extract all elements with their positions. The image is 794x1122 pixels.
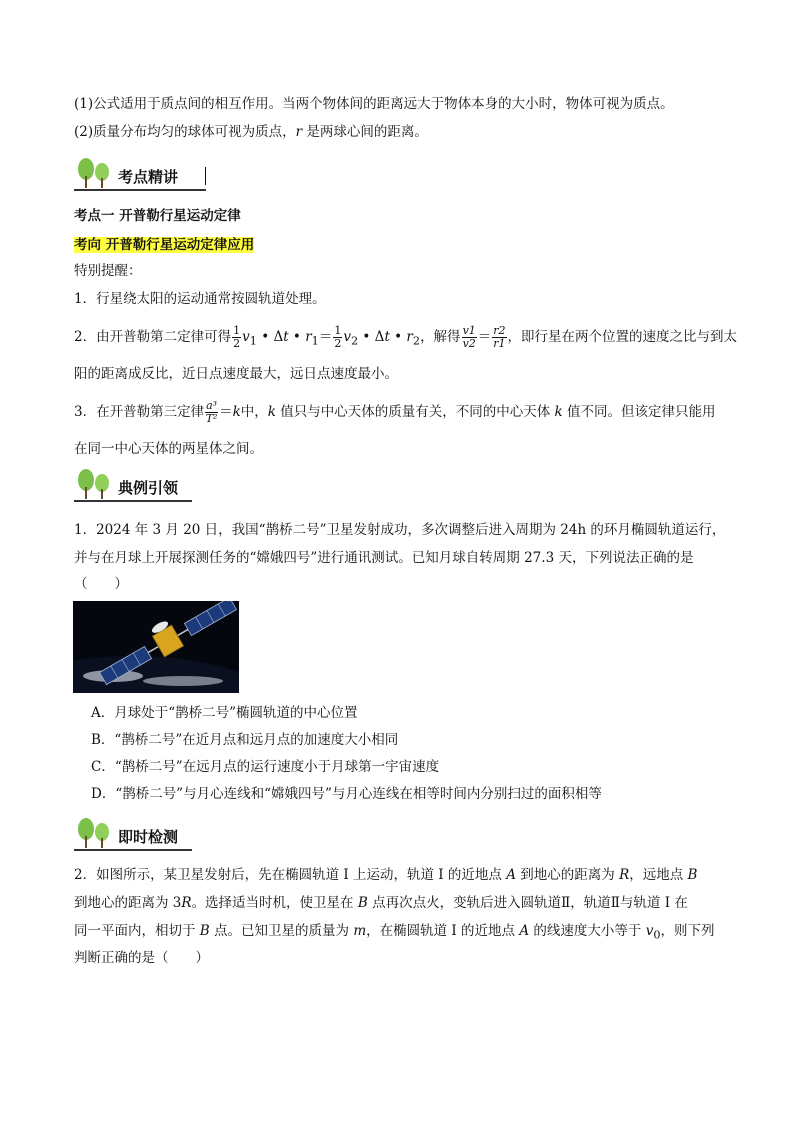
section-title: 典例引领 [118, 479, 179, 497]
text: ，在椭圆轨道 Ⅰ 的近地点 [366, 923, 520, 939]
frac-den: r1 [493, 337, 506, 350]
satellite-image [73, 601, 239, 693]
highlighted-text: 考向 开普勒行星运动定律应用 [74, 237, 255, 253]
text: ，即行星在两个位置的速度之比与到太 [507, 329, 738, 345]
question-1-line-1: 1．2024 年 3 月 20 日，我国“鹊桥二号”卫星发射成功，多次调整后进入周期为 24h 的环月椭圆轨道运行， [74, 522, 726, 538]
text: 同一平面内，相切于 [74, 923, 200, 939]
var: B [199, 923, 210, 939]
fraction-v [462, 325, 477, 350]
reminder-item-2-cont: 阳的距离成反比，近日点速度最大，远日点速度最小。 [74, 366, 398, 382]
text: 的线速度大小等于 [529, 923, 646, 939]
var: t [384, 329, 390, 345]
fraction-half [232, 325, 241, 350]
var: A [519, 923, 530, 939]
text: 值不同。但该定律只能用 [562, 404, 716, 420]
question-2-line-4: 判断正确的是（ ） [74, 950, 209, 966]
text: ，则下列 [660, 923, 715, 939]
var: m [353, 923, 367, 939]
topic-subheading [74, 236, 254, 254]
fraction-half [333, 325, 342, 350]
frac-den: v2 [462, 337, 476, 350]
var: k [554, 404, 563, 420]
text: 到地心的距离为 3 [74, 895, 182, 911]
tree-icon [74, 469, 114, 501]
frac-den: 2 [334, 337, 342, 350]
intro-text: (2)质量分布均匀的球体可视为质点， [74, 124, 296, 140]
var: v [343, 329, 351, 345]
intro-paragraph-2 [74, 123, 428, 141]
text: 中， [240, 404, 268, 420]
option-d[interactable]: D．“鹊桥二号”与月心连线和“嫦娥四号”与月心连线在相等时间内分别扫过的面积相等 [91, 786, 602, 802]
reminder-item-2: 2．由开普勒第二定律可得 $\frac{1}{2}$ $v_1$ • Δt • $r_1=$ $\frac{1}{2}$ $v_2$ • Δt • $r_2$，解得 $\frac{v1}{v2}$ ＝ $\frac{r2}{r1}$ ，即行星在两个位置的速度之比与到太 [74, 324, 738, 350]
text: • Δ [358, 329, 385, 345]
section-underline [74, 189, 206, 191]
section-title: 即时检测 [118, 828, 179, 846]
text: ，远地点 [629, 867, 688, 883]
var: B [357, 895, 368, 911]
var: v [242, 329, 250, 345]
var: A [506, 867, 516, 883]
text: 。选择适当时机，使卫星在 [191, 895, 358, 911]
var: R [619, 867, 630, 883]
var: r [305, 329, 312, 345]
question-1-line-2: 并与在月球上开展探测任务的“嫦娥四号”进行通讯测试。已知月球自转周期 27.3 天，下列说法正确的是 [74, 550, 694, 566]
text: ，解得 [420, 329, 461, 345]
sub: 0 [653, 928, 661, 942]
text: 点再次点火，变轨后进入圆轨道Ⅱ，轨道Ⅱ与轨道 Ⅰ 在 [367, 895, 688, 911]
section-underline [74, 500, 192, 502]
text: • [288, 329, 306, 345]
var: B [687, 867, 698, 883]
frac-num: 1 [334, 324, 342, 337]
text: 2．由开普勒第二定律可得 [74, 329, 232, 345]
section-header-jishi [74, 818, 194, 852]
var: k [267, 404, 276, 420]
option-a[interactable]: A．月球处于“鹊桥二号”椭圆轨道的中心位置 [91, 705, 358, 721]
text: ＝ [219, 404, 233, 420]
section-header-dianli [74, 469, 194, 503]
frac-den: 2 [233, 337, 241, 350]
frac-num: r2 [493, 324, 506, 337]
reminder-label: 特别提醒： [74, 263, 142, 279]
text: 3．在开普勒第三定律 [74, 404, 205, 420]
topic-heading: 考点一 开普勒行星运动定律 [74, 208, 241, 224]
frac-num: v1 [462, 324, 476, 337]
sub: 2 [350, 334, 359, 348]
var: t [283, 329, 289, 345]
sub: 2 [412, 334, 421, 348]
var: v [645, 923, 654, 939]
text: 值只与中心天体的质量有关，不同的中心天体 [275, 404, 555, 420]
fraction-kepler [205, 400, 218, 425]
question-1-line-3: （ ） [74, 576, 128, 592]
sub: 1 [249, 334, 257, 348]
text: 点。已知卫星的质量为 [209, 923, 354, 939]
section-underline [74, 849, 192, 851]
var: r [406, 329, 413, 345]
text: • [389, 329, 407, 345]
sub: 1 [311, 334, 319, 348]
question-2-line-3 [74, 922, 715, 945]
frac-num: 1 [233, 324, 241, 337]
option-b[interactable]: B．“鹊桥二号”在近月点和远月点的加速度大小相同 [91, 732, 399, 748]
question-2-line-1 [74, 866, 697, 884]
section-header-kaodian [74, 158, 208, 192]
reminder-item-1: 1．行星绕太阳的运动通常按圆轨道处理。 [74, 291, 326, 307]
var-r: r [295, 124, 303, 140]
section-title: 考点精讲 [118, 168, 179, 186]
var: R [181, 895, 192, 911]
text: 2．如图所示，某卫星发射后，先在椭圆轨道 Ⅰ 上运动，轨道 Ⅰ 的近地点 [74, 867, 507, 883]
var: k [232, 404, 241, 420]
text: • Δ [256, 329, 284, 345]
tree-icon [74, 158, 114, 190]
text-cursor [205, 167, 206, 185]
fraction-r [492, 325, 506, 350]
text: 到地心的距离为 [515, 867, 620, 883]
tree-icon [74, 818, 114, 850]
frac-den: T² [205, 412, 218, 425]
text: ＝ [318, 329, 333, 345]
reminder-item-3 [74, 398, 716, 426]
question-2-line-2 [74, 894, 688, 912]
intro-paragraph-1: (1)公式适用于质点间的相互作用。当两个物体间的距离远大于物体本身的大小时，物体可视为质点。 [74, 96, 674, 112]
frac-num: a³ [206, 399, 218, 412]
option-c[interactable]: C．“鹊桥二号”在远月点的运行速度小于月球第一宇宙速度 [91, 759, 440, 775]
reminder-item-3-cont: 在同一中心天体的两星体之间。 [74, 441, 263, 457]
intro-text: 是两球心间的距离。 [302, 124, 428, 140]
